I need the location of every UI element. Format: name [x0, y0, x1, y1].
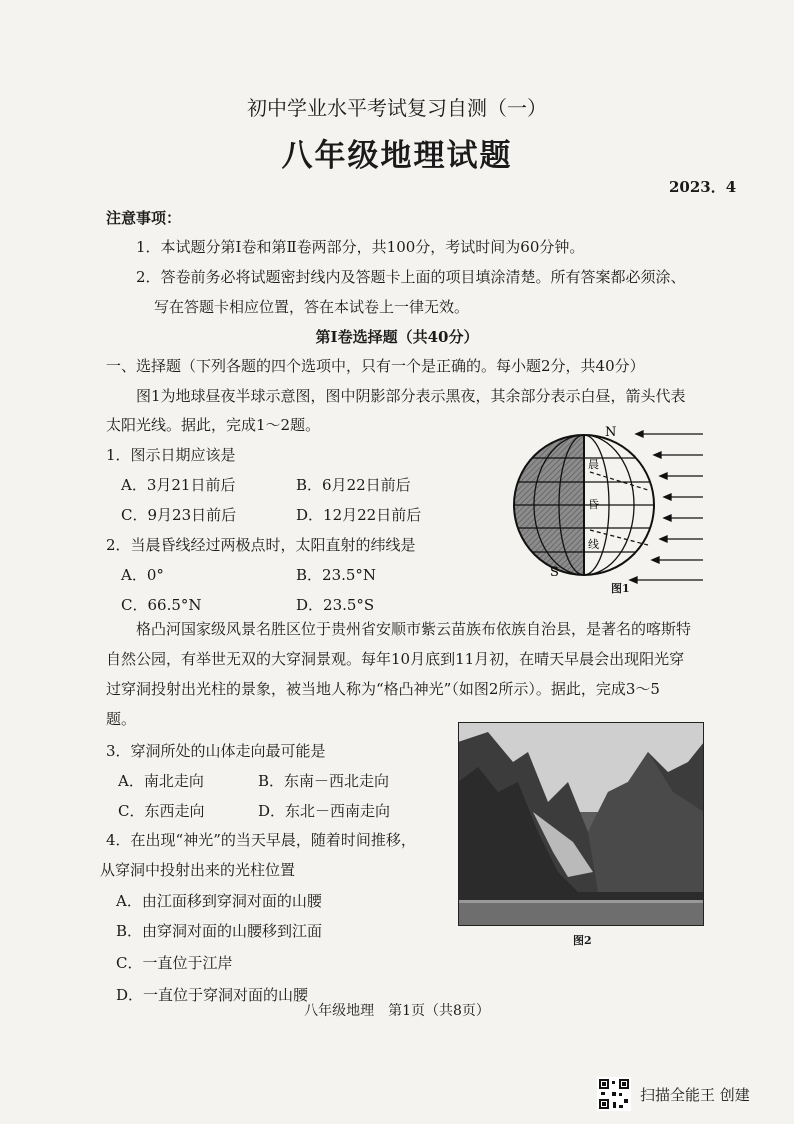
- figure2-photo: [458, 722, 704, 926]
- q4-stem-line-2: 从穿洞中投射出来的光柱位置: [100, 861, 296, 879]
- q4-option-c: C．一直位于江岸: [116, 954, 233, 972]
- q3-option-d: D．东北－西南走向: [258, 802, 391, 820]
- exam-series-title: 初中学业水平考试复习自测（一）: [247, 96, 547, 120]
- q3-stem: 3．穿洞所处的山体走向最可能是: [106, 742, 326, 760]
- exam-date: 2023．4: [669, 178, 737, 196]
- page-footer: 八年级地理 第1页（共8页）: [304, 1003, 490, 1019]
- q3-option-a: A．南北走向: [118, 772, 204, 790]
- q4-option-d: D．一直位于穿洞对面的山腰: [116, 986, 309, 1004]
- south-label: S: [550, 565, 559, 580]
- scanner-watermark: 扫描全能王 创建: [640, 1086, 750, 1104]
- intro2-line-3: 过穿洞投射出光柱的景象，被当地人称为“格凸神光”（如图2所示）。据此，完成3～5: [106, 680, 660, 698]
- q1-option-b: B．6月22日前后: [296, 476, 411, 494]
- intro2-line-1: 格凸河国家级风景名胜区位于贵州省安顺市紫云苗族布依族自治县，是著名的喀斯特: [136, 620, 692, 638]
- q4-stem-line-1: 4．在出现“神光”的当天早晨，随着时间推移，: [106, 831, 416, 849]
- q1-option-c: C．9月23日前后: [121, 506, 237, 524]
- notice-item-2-line-2: 写在答题卡相应位置，答在本试卷上一律无效。: [154, 298, 470, 316]
- chen-label: 晨: [588, 458, 599, 471]
- figure1-globe-diagram: [508, 420, 708, 588]
- notice-item-2-line-1: 2．答卷前务必将试题密封线内及答题卡上面的项目填涂清楚。所有答案都必须涂、: [136, 268, 686, 286]
- q3-option-c: C．东西走向: [118, 802, 205, 820]
- q2-option-c: C．66.5°N: [121, 596, 202, 614]
- q4-option-a: A．由江面移到穿洞对面的山腰: [116, 892, 322, 910]
- q2-stem: 2．当晨昏线经过两极点时，太阳直射的纬线是: [106, 536, 416, 554]
- figure1-caption: 图1: [611, 582, 630, 595]
- hun-label: 昏: [588, 498, 599, 511]
- section-title: 第Ⅰ卷选择题（共40分）: [315, 328, 479, 346]
- qr-code-icon: [597, 1077, 631, 1111]
- sun-rays: [630, 431, 703, 583]
- xian-label: 线: [588, 538, 599, 551]
- notice-item-1: 1．本试题分第Ⅰ卷和第Ⅱ卷两部分，共100分，考试时间为60分钟。: [136, 238, 585, 256]
- exam-subject-title: 八年级地理试题: [281, 138, 513, 174]
- notice-heading: 注意事项：: [106, 209, 182, 227]
- intro2-line-4: 题。: [106, 710, 137, 728]
- q1-option-a: A．3月21日前后: [121, 476, 236, 494]
- intro1-line-1: 图1为地球昼夜半球示意图，图中阴影部分表示黑夜，其余部分表示白昼，箭头代表: [136, 387, 686, 405]
- q4-option-b: B．由穿洞对面的山腰移到江面: [116, 922, 323, 940]
- intro1-line-2: 太阳光线。据此，完成1～2题。: [106, 416, 321, 434]
- q2-option-b: B．23.5°N: [296, 566, 377, 584]
- figure2-caption: 图2: [573, 934, 592, 947]
- q2-option-a: A．0°: [121, 566, 164, 584]
- q3-option-b: B．东南－西北走向: [258, 772, 390, 790]
- north-label: N: [605, 425, 617, 440]
- section-instruction: 一、选择题（下列各题的四个选项中，只有一个是正确的。每小题2分，共40分）: [106, 357, 645, 375]
- q1-stem: 1．图示日期应该是: [106, 446, 236, 464]
- q1-option-d: D．12月22日前后: [296, 506, 422, 524]
- q2-option-d: D．23.5°S: [296, 596, 375, 614]
- intro2-line-2: 自然公园，有举世无双的大穿洞景观。每年10月底到11月初，在晴天早晨会出现阳光穿: [106, 650, 685, 668]
